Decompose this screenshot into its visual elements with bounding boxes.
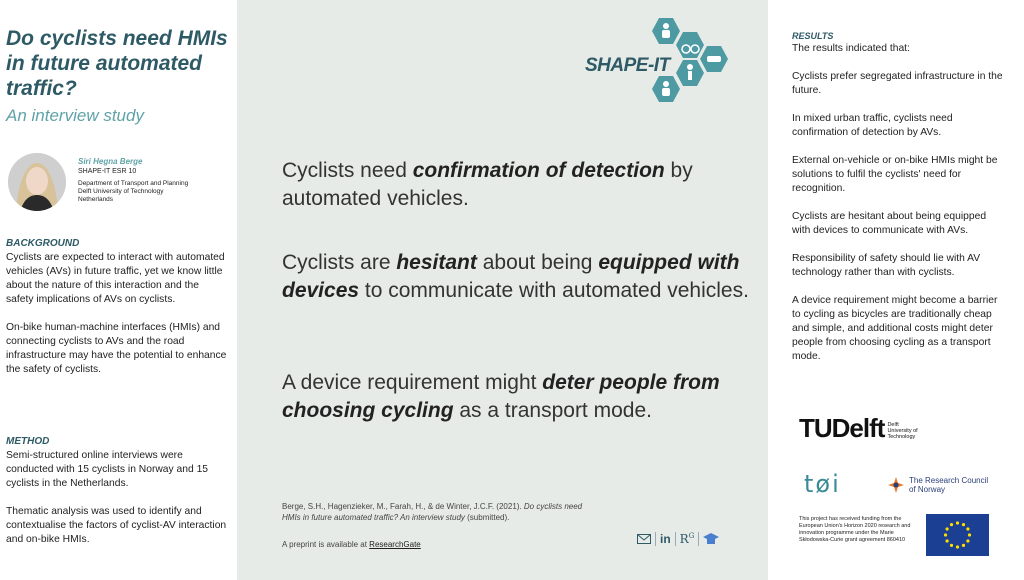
citation-authors: Berge, S.H., Hagenzieker, M., Farah, H., & de Winter, J.C.F. (2021). [282, 502, 524, 511]
left-column [0, 0, 236, 580]
method-paragraph: Thematic analysis was used to identify and contextualise the factors of cyclist-AV interaction and on-bike HMIs. [6, 506, 227, 545]
result-item: A device requirement might become a barrier to cycling as bicycles are traditionally cheap and simple, and additional costs might deter people from choosing cycling as a transport mode. [792, 295, 998, 362]
author-avatar [8, 153, 66, 211]
affiliation-line: Department of Transport and Planning [78, 180, 189, 187]
icon-divider [655, 532, 656, 546]
author-info [78, 157, 238, 204]
author-affiliation [78, 180, 238, 204]
citation-title: Do cyclists need HMIs in future automated traffic? An interview study [282, 502, 583, 522]
contact-icons [637, 532, 719, 546]
background-heading: BACKGROUND [6, 238, 80, 249]
preprint-note [282, 540, 421, 549]
center-panel [237, 0, 768, 580]
tagline-line: University of [887, 428, 918, 434]
citation-status: (submitted). [464, 513, 510, 522]
email-icon[interactable] [637, 534, 651, 544]
statement-text: by automated vehicles. [282, 159, 693, 210]
statement-emphasis: hesitant [396, 251, 477, 274]
result-item: In mixed urban traffic, cyclists need confirmation of detection by AVs. [792, 113, 953, 138]
key-statement-2 [282, 249, 752, 305]
poster-title: Do cyclists need HMIs in future automated traffic? [6, 27, 228, 100]
statement-emphasis: deter people from choosing cycling [282, 371, 720, 422]
graduation-cap-icon[interactable] [703, 532, 719, 546]
statement-text: about being [476, 251, 599, 274]
method-text [6, 449, 228, 561]
background-paragraph: Cyclists are expected to interact with automated vehicles (AVs) in future traffic, yet we know little about the nature of this interaction and the safety implications of AVs on cyclists. [6, 252, 225, 305]
tagline-line: Delft [887, 422, 899, 428]
toi-logo: tøi [804, 470, 841, 498]
right-column [769, 0, 1024, 580]
statement-text: A device requirement might [282, 371, 543, 394]
background-paragraph: On-bike human-machine interfaces (HMIs) and connecting cyclists to AVs and the road infrastructure may have the potential to enhance the safety of cyclists. [6, 322, 227, 375]
rcn-line: The Research Council [909, 476, 989, 485]
statement-text: Cyclists are [282, 251, 397, 274]
key-statement-1 [282, 157, 752, 213]
result-item: Responsibility of safety should lie with AV technology rather than with cyclists. [792, 253, 981, 278]
researchgate-sup: G [688, 532, 695, 540]
research-council-logo [887, 476, 988, 494]
linkedin-icon[interactable]: in [660, 532, 671, 546]
result-item: Cyclists are hesitant about being equipped with devices to communicate with AVs. [792, 211, 987, 236]
method-heading: METHOD [6, 436, 50, 447]
results-intro: The results indicated that: [792, 43, 910, 54]
icon-divider [675, 532, 676, 546]
statement-text: Cyclists need [282, 159, 413, 182]
researchgate-icon[interactable] [680, 532, 695, 546]
statement-emphasis: confirmation of detection [412, 159, 665, 182]
statement-text: as a transport mode. [453, 399, 652, 422]
tu-delft-logo [799, 413, 918, 444]
key-statement-3 [282, 369, 752, 425]
tu-delft-tagline [887, 422, 917, 440]
statement-text: to communicate with automated vehicles. [359, 279, 749, 302]
research-council-emblem-icon [887, 476, 905, 494]
affiliation-line: Delft University of Technology [78, 188, 164, 195]
background-text [6, 251, 228, 391]
result-item: Cyclists prefer segregated infrastructure in the future. [792, 71, 1003, 96]
eu-stars-icon [926, 514, 989, 556]
research-council-name [909, 476, 988, 494]
icon-divider [698, 532, 699, 546]
tagline-line: Technology [887, 434, 916, 440]
person-photo-icon [8, 153, 66, 211]
eu-flag-icon [926, 514, 989, 556]
results-heading: RESULTS [792, 31, 834, 41]
author-name: Siri Hegna Berge [78, 157, 143, 166]
author-role: SHAPE-IT ESR 10 [78, 168, 137, 175]
affiliation-line: Netherlands [78, 196, 114, 203]
rcn-line: of Norway [909, 485, 946, 494]
results-text [792, 42, 1007, 378]
preprint-text: A preprint is available at [282, 540, 370, 549]
researchgate-letter: R [679, 532, 689, 546]
shape-it-logo-text: SHAPE-IT [585, 55, 670, 76]
poster-subtitle: An interview study [6, 106, 144, 125]
tu-delft-wordmark: TUDelft [799, 413, 885, 443]
result-item: External on-vehicle or on-bike HMIs might be solutions to fulfil the cyclists' need for recognition. [792, 155, 998, 194]
researchgate-link[interactable]: ResearchGate [369, 540, 421, 549]
citation [282, 501, 602, 523]
funding-statement: This project has received funding from the European Union's Horizon 2020 research and innovation programme under the Marie Skłodowska-Curie grant agreement 860410 [799, 516, 911, 543]
statement-emphasis: equipped with devices [282, 251, 740, 302]
method-paragraph: Semi-structured online interviews were conducted with 15 cyclists in Norway and 15 cyclists in the Netherlands. [6, 450, 209, 489]
